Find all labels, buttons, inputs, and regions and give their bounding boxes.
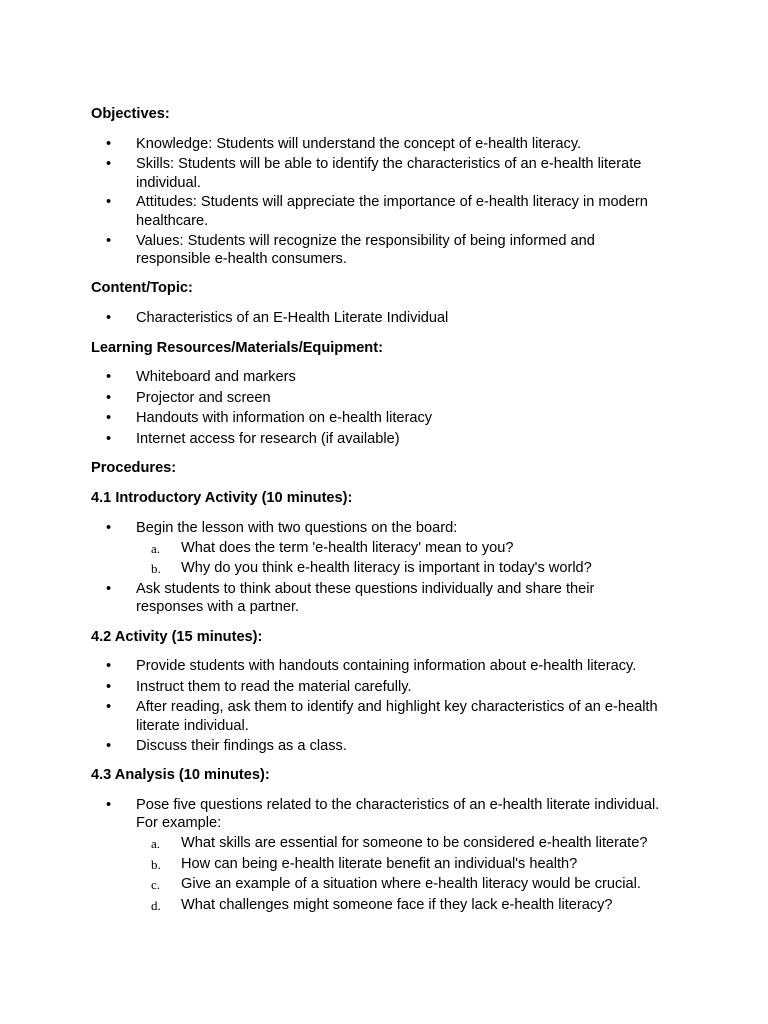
item-text: Skills: Students will be able to identify the characteristics of an e-health literate [136, 156, 642, 172]
item-text: After reading, ask them to identify and highlight key characteristics of an e-health [136, 699, 658, 715]
list-item [106, 193, 696, 212]
analysis-heading: 4.3 Analysis (10 minutes): [91, 767, 270, 783]
bullet: • [106, 194, 112, 210]
item-text: Pose five questions related to the characteristics of an e-health literate individual. [136, 797, 660, 813]
list-item [106, 580, 696, 599]
sub-item-text: What challenges might someone face if they lack e-health literacy? [181, 897, 613, 913]
list-item [106, 430, 696, 449]
content-heading: Content/Topic: [91, 280, 193, 296]
bullet: • [106, 156, 112, 172]
bullet: • [106, 520, 112, 536]
item-text: Attitudes: Students will appreciate the importance of e-health literacy in modern [136, 194, 648, 210]
sub-marker: b. [151, 857, 161, 872]
bullet: • [106, 410, 112, 426]
bullet: • [106, 738, 112, 754]
bullet: • [106, 679, 112, 695]
objectives-heading: Objectives: [91, 106, 170, 122]
resources-heading: Learning Resources/Materials/Equipment: [91, 340, 383, 356]
list-item [106, 389, 696, 408]
sub-item-text: What does the term 'e-health literacy' mean to you? [181, 540, 514, 556]
list-item [106, 232, 696, 251]
sub-list-item [151, 855, 701, 874]
sub-marker: b. [151, 561, 161, 576]
item-text: literate individual. [136, 718, 249, 734]
item-text: Discuss their findings as a class. [136, 738, 347, 754]
item-text: Whiteboard and markers [136, 369, 296, 385]
bullet: • [106, 369, 112, 385]
item-text: Instruct them to read the material carefully. [136, 679, 412, 695]
item-text: Projector and screen [136, 390, 271, 406]
item-text: Begin the lesson with two questions on the board: [136, 520, 458, 536]
bullet: • [106, 699, 112, 715]
bullet: • [106, 136, 112, 152]
item-text: responsible e-health consumers. [136, 251, 347, 267]
list-item [106, 796, 696, 815]
item-text: responses with a partner. [136, 599, 300, 615]
list-item-continuation [136, 717, 696, 736]
bullet: • [106, 310, 112, 326]
list-item [106, 155, 696, 174]
procedures-heading: Procedures: [91, 460, 177, 476]
item-text: Values: Students will recognize the responsibility of being informed and [136, 233, 595, 249]
item-text: For example: [136, 815, 222, 831]
list-item [106, 737, 696, 756]
bullet: • [106, 390, 112, 406]
sub-item-text: Give an example of a situation where e-health literacy would be crucial. [181, 876, 641, 892]
bullet: • [106, 233, 112, 249]
sub-list-item [151, 559, 701, 578]
sub-list-item [151, 539, 701, 558]
sub-marker: c. [151, 877, 161, 892]
sub-marker: d. [151, 898, 161, 913]
list-item [106, 409, 696, 428]
list-item [106, 678, 696, 697]
list-item [106, 519, 696, 538]
item-text: Provide students with handouts containing information about e-health literacy. [136, 658, 637, 674]
sub-marker: a. [151, 836, 161, 851]
list-item [106, 309, 696, 328]
item-text: Ask students to think about these questions individually and share their [136, 581, 595, 597]
bullet: • [106, 581, 112, 597]
sub-item-text: Why do you think e-health literacy is important in today's world? [181, 560, 592, 576]
item-text: individual. [136, 175, 201, 191]
item-text: Characteristics of an E-Health Literate Individual [136, 310, 449, 326]
bullet: • [106, 797, 112, 813]
list-item [106, 135, 696, 154]
sub-list-item [151, 834, 701, 853]
list-item [106, 657, 696, 676]
list-item [106, 698, 696, 717]
bullet: • [106, 431, 112, 447]
item-text: healthcare. [136, 213, 209, 229]
list-item-continuation [136, 212, 696, 231]
item-text: Internet access for research (if available) [136, 431, 400, 447]
sub-list-item [151, 896, 701, 915]
item-text: Handouts with information on e-health literacy [136, 410, 433, 426]
activity-heading: 4.2 Activity (15 minutes): [91, 629, 263, 645]
list-item-continuation [136, 814, 696, 833]
sub-item-text: How can being e-health literate benefit an individual's health? [181, 856, 578, 872]
list-item-continuation [136, 174, 696, 193]
sub-marker: a. [151, 541, 161, 556]
item-text: Knowledge: Students will understand the concept of e-health literacy. [136, 136, 582, 152]
sub-item-text: What skills are essential for someone to be considered e-health literate? [181, 835, 648, 851]
list-item-continuation [136, 250, 696, 269]
list-item-continuation [136, 598, 696, 617]
intro-activity-heading: 4.1 Introductory Activity (10 minutes): [91, 490, 353, 506]
sub-list-item [151, 875, 701, 894]
list-item [106, 368, 696, 387]
bullet: • [106, 658, 112, 674]
